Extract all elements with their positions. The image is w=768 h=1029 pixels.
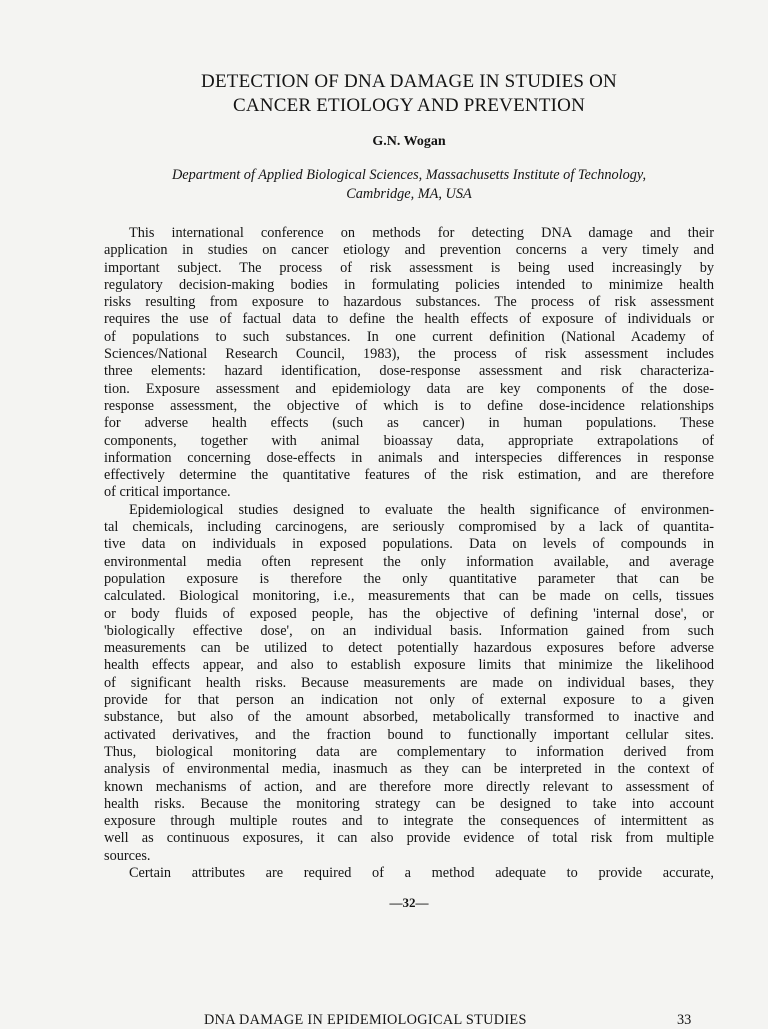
body-text-line: of critical importance. bbox=[104, 484, 231, 501]
body-text-line: health effects appear, and also to establish exposure limits that minimize the likelihood bbox=[104, 657, 714, 674]
affiliation-line: Cambridge, MA, USA bbox=[346, 186, 472, 202]
body-text-line: environmental media often represent the only information available, and average bbox=[104, 553, 714, 570]
page-number: —32— bbox=[389, 895, 429, 910]
body-text-line: sources. bbox=[104, 847, 151, 864]
body-text-line: This international conference on methods for detecting DNA damage and their bbox=[129, 225, 714, 241]
article-title-line: DETECTION OF DNA DAMAGE IN STUDIES ON bbox=[201, 71, 617, 92]
author-name: G.N. Wogan bbox=[372, 134, 446, 149]
body-text-line: substance, but also of the amount absorbed, metabolically transformed to inactive and bbox=[104, 709, 714, 726]
author-affiliation bbox=[104, 166, 714, 204]
body-text-line: Thus, biological monitoring data are complementary to information derived from bbox=[104, 743, 714, 760]
body-text-line: regulatory decision-making bodies in formulating policies intended to minimize health bbox=[104, 276, 714, 293]
body-text-line: tal chemicals, including carcinogens, are seriously compromised by a lack of quantita- bbox=[104, 519, 714, 536]
body-text-line: important subject. The process of risk assessment is being used increasingly by bbox=[104, 259, 714, 276]
body-text-line: 'biologically effective dose', on an individual basis. Information gained from such bbox=[104, 622, 714, 639]
body-text-line: components, together with animal bioassay data, appropriate extrapolations of bbox=[104, 432, 714, 449]
body-text-line: exposure through multiple routes and to integrate the consequences of intermittent as bbox=[104, 813, 714, 830]
body-text-line: application in studies on cancer etiology and prevention concerns a very timely and bbox=[104, 242, 714, 259]
body-text-line: tive data on individuals in exposed populations. Data on levels of compounds in bbox=[104, 536, 714, 553]
body-text-line: measurements can be utilized to detect potentially hazardous exposures before adverse bbox=[104, 640, 714, 657]
body-text-line: Sciences/National Research Council, 1983), the process of risk assessment includes bbox=[104, 346, 714, 363]
body-text-line: Epidemiological studies designed to evaluate the health significance of environmen- bbox=[129, 501, 714, 518]
body-text-line: tion. Exposure assessment and epidemiology data are key components of the dose- bbox=[104, 380, 714, 397]
body-text-line: provide for that person an indication not only of external exposure to a given bbox=[104, 692, 714, 709]
body-text-line: risks resulting from exposure to hazardous substances. The process of risk assessment bbox=[104, 294, 714, 311]
body-text-line: population exposure is therefore the only quantitative parameter that can be bbox=[104, 570, 714, 587]
body-text-line: known mechanisms of action, and are therefore more directly relevant to assessment of bbox=[104, 778, 714, 795]
body-text-line: analysis of environmental media, inasmuch as they can be interpreted in the context of bbox=[104, 761, 714, 778]
body-paragraph bbox=[104, 502, 714, 865]
body-text-line: information concerning dose-effects in animals and interspecies differences in response bbox=[104, 449, 714, 466]
body-text-line: of populations to such substances. In one current definition (National Academy of bbox=[104, 328, 714, 345]
body-text-line: for adverse health effects (such as cancer) in human populations. These bbox=[104, 415, 714, 432]
body-paragraph bbox=[104, 225, 714, 502]
next-page-number: 33 bbox=[677, 1012, 692, 1028]
body-paragraph bbox=[104, 865, 714, 882]
body-text-line: calculated. Biological monitoring, i.e., measurements that can be made on cells, tissues bbox=[104, 588, 714, 605]
body-text-line: activated derivatives, and the fraction bound to functionally important cellular sites. bbox=[104, 726, 714, 743]
body-text-line: well as continuous exposures, it can also provide evidence of total risk from multiple bbox=[104, 830, 714, 847]
body-text-line: health risks. Because the monitoring strategy can be designed to take into account bbox=[104, 795, 714, 812]
body-text-line: response assessment, the objective of which is to define dose-incidence relationships bbox=[104, 397, 714, 414]
article-title bbox=[104, 70, 714, 118]
body-text-line: Certain attributes are required of a method adequate to provide accurate, bbox=[129, 864, 714, 881]
next-page-running-head: DNA DAMAGE IN EPIDEMIOLOGICAL STUDIES bbox=[204, 1012, 527, 1028]
article-title-line: CANCER ETIOLOGY AND PREVENTION bbox=[232, 95, 586, 116]
body-text-line: three elements: hazard identification, dose-response assessment and risk characteriza- bbox=[104, 363, 714, 380]
article-body bbox=[104, 225, 714, 882]
body-text-line: effectively determine the quantitative features of the risk estimation, and are therefore bbox=[104, 467, 714, 484]
body-text-line: or body fluids of exposed people, has the objective of defining 'internal dose', or bbox=[104, 605, 714, 622]
affiliation-line: Department of Applied Biological Sciences, Massachusetts Institute of Technology, bbox=[171, 167, 647, 183]
body-text-line: of significant health risks. Because measurements are made on individual bases, they bbox=[104, 674, 714, 691]
body-text-line: requires the use of factual data to define the health effects of exposure of individuals or bbox=[104, 311, 714, 328]
